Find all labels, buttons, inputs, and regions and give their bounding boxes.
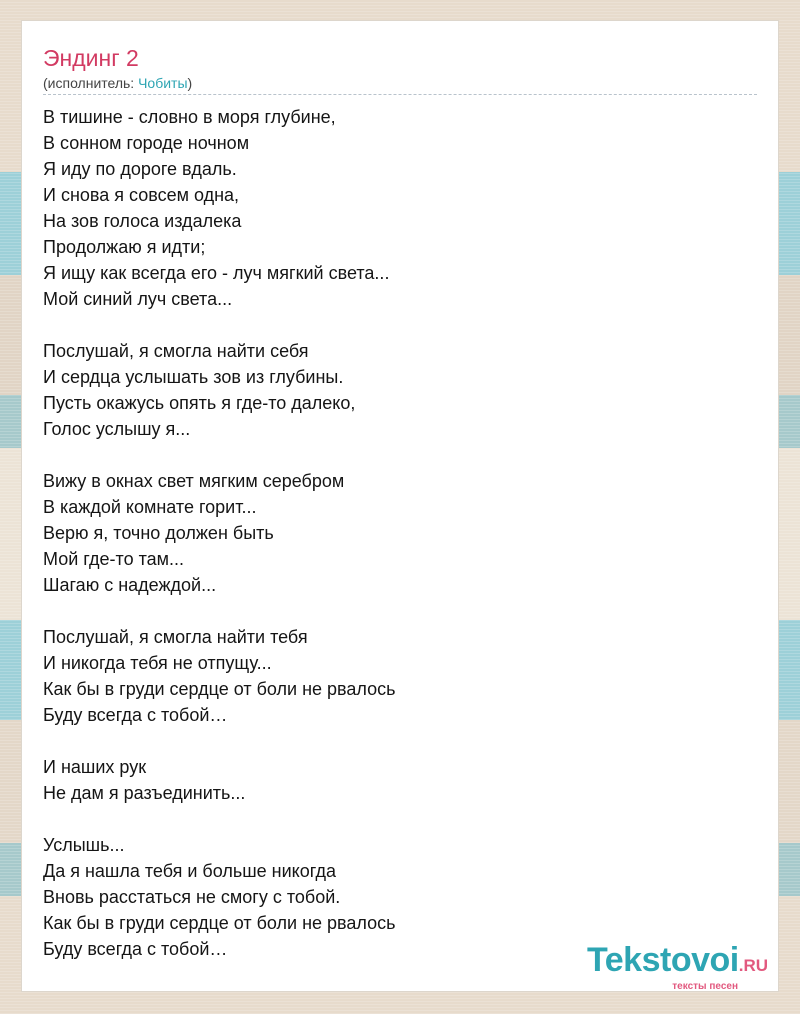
lyric-line: Продолжаю я идти; bbox=[43, 237, 206, 257]
dashed-divider bbox=[43, 94, 757, 95]
lyric-line: На зов голоса издалека bbox=[43, 211, 242, 231]
logo-tld: .RU bbox=[738, 956, 768, 975]
lyric-line: Не дам я разъединить... bbox=[43, 783, 246, 803]
lyric-line: Верю я, точно должен быть bbox=[43, 523, 274, 543]
lyric-line: Я иду по дороге вдаль. bbox=[43, 159, 237, 179]
lyric-blank-line bbox=[43, 442, 743, 468]
lyric-line: Голос услышу я... bbox=[43, 419, 191, 439]
lyric-line: И снова я совсем одна, bbox=[43, 185, 240, 205]
logo-word: Tekstovoi bbox=[587, 941, 739, 979]
lyric-line: Я ищу как всегда его - луч мягкий света... bbox=[43, 263, 390, 283]
lyric-line: Вижу в окнах свет мягким серебром bbox=[43, 471, 345, 491]
lyric-line: Вновь расстаться не смогу с тобой. bbox=[43, 887, 341, 907]
lyric-line: Как бы в груди сердце от боли не рвалось bbox=[43, 679, 396, 699]
lyric-line: Пусть окажусь опять я где-то далеко, bbox=[43, 393, 356, 413]
artist-prefix: (исполнитель: bbox=[43, 75, 139, 91]
lyric-blank-line bbox=[43, 312, 743, 338]
lyric-line: Послушай, я смогла найти тебя bbox=[43, 627, 308, 647]
lyric-line: Буду всегда с тобой… bbox=[43, 939, 228, 959]
logo-main bbox=[587, 943, 768, 984]
lyric-line: И наших рук bbox=[43, 757, 147, 777]
lyric-line: Шагаю с надеждой... bbox=[43, 575, 217, 595]
lyrics-card bbox=[21, 20, 779, 992]
lyrics-body bbox=[43, 104, 743, 962]
artist-link[interactable]: Чобиты bbox=[138, 75, 188, 91]
lyric-line: И сердца услышать зов из глубины. bbox=[43, 367, 344, 387]
site-logo[interactable] bbox=[587, 943, 768, 992]
lyric-line: В каждой комнате горит... bbox=[43, 497, 257, 517]
lyric-line: Да я нашла тебя и больше никогда bbox=[43, 861, 337, 881]
artist-suffix: ) bbox=[187, 75, 193, 91]
lyric-line: Послушай, я смогла найти себя bbox=[43, 341, 309, 361]
lyric-line: И никогда тебя не отпущу... bbox=[43, 653, 272, 673]
lyric-line: Услышь... bbox=[43, 835, 125, 855]
lyric-line: В тишине - словно в моря глубине, bbox=[43, 107, 336, 127]
logo-tagline: тексты песен bbox=[672, 981, 738, 992]
song-meta bbox=[43, 74, 192, 92]
lyric-line: Буду всегда с тобой… bbox=[43, 705, 228, 725]
song-title: Эндинг 2 bbox=[43, 45, 139, 71]
lyric-blank-line bbox=[43, 806, 743, 832]
lyric-blank-line bbox=[43, 598, 743, 624]
lyric-line: Как бы в груди сердце от боли не рвалось bbox=[43, 913, 396, 933]
lyric-line: Мой где-то там... bbox=[43, 549, 185, 569]
lyric-line: В сонном городе ночном bbox=[43, 133, 250, 153]
lyric-line: Мой синий луч света... bbox=[43, 289, 233, 309]
lyric-blank-line bbox=[43, 728, 743, 754]
